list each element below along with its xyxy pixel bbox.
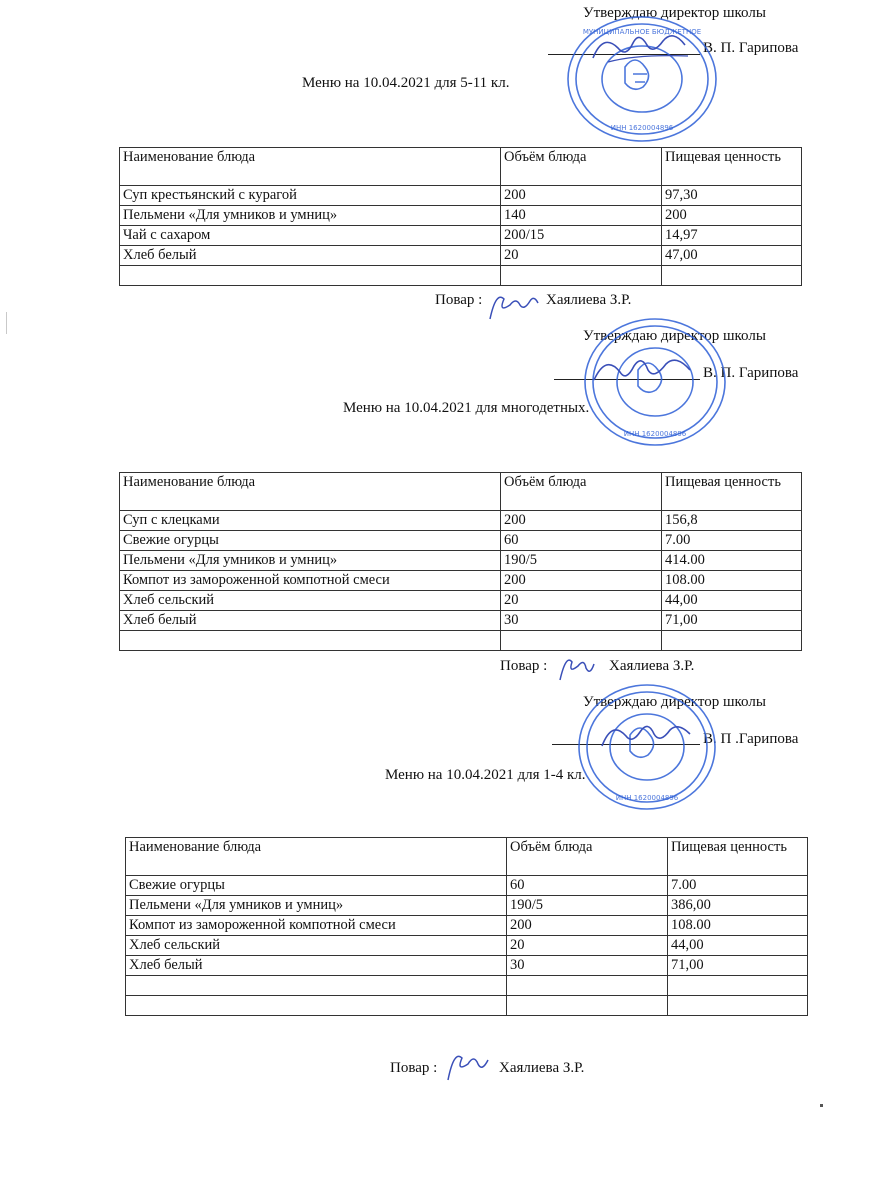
menu-title-3: Меню на 10.04.2021 для 1-4 кл. xyxy=(385,767,586,783)
table-row xyxy=(120,591,802,611)
approval-line-2: Утверждаю директор школы xyxy=(583,328,766,344)
dish-nutrition: 97,30 xyxy=(662,186,802,206)
approval-line-1: Утверждаю директор школы xyxy=(583,5,766,21)
dish-name: Пельмени «Для умников и умниц» xyxy=(120,551,501,571)
scan-artifact xyxy=(820,1104,823,1107)
table-row xyxy=(120,511,802,531)
svg-text:ИНН 1620004896: ИНН 1620004896 xyxy=(610,124,674,132)
dish-portion xyxy=(507,976,668,996)
table-header-row xyxy=(120,148,802,186)
dish-name: Хлеб белый xyxy=(120,611,501,631)
dish-nutrition: 14,97 xyxy=(662,226,802,246)
dish-nutrition: 108.00 xyxy=(668,916,808,936)
menu-table-3 xyxy=(125,837,808,1016)
dish-nutrition: 7.00 xyxy=(662,531,802,551)
dish-portion: 200/15 xyxy=(501,226,662,246)
approval-line-3: Утверждаю директор школы xyxy=(583,694,766,710)
dish-nutrition: 108.00 xyxy=(662,571,802,591)
svg-text:ИНН 1620004896: ИНН 1620004896 xyxy=(623,430,687,438)
table-row-empty xyxy=(126,976,808,996)
header-nutrition: Пищевая ценность xyxy=(662,148,802,186)
dish-nutrition xyxy=(668,996,808,1016)
table-header-row xyxy=(126,838,808,876)
dish-name: Пельмени «Для умников и умниц» xyxy=(120,206,501,226)
dish-nutrition: 44,00 xyxy=(662,591,802,611)
dish-portion: 190/5 xyxy=(507,896,668,916)
header-nutrition: Пищевая ценность xyxy=(668,838,808,876)
dish-name: Хлеб сельский xyxy=(120,591,501,611)
dish-nutrition xyxy=(662,266,802,286)
dish-name: Компот из замороженной компотной смеси xyxy=(120,571,501,591)
dish-portion xyxy=(501,631,662,651)
table-row xyxy=(120,551,802,571)
dish-name: Хлеб белый xyxy=(126,956,507,976)
table-row-empty xyxy=(120,266,802,286)
table-row xyxy=(126,896,808,916)
dish-name: Свежие огурцы xyxy=(126,876,507,896)
menu-title-1: Меню на 10.04.2021 для 5-11 кл. xyxy=(302,75,510,91)
dish-portion: 200 xyxy=(501,186,662,206)
svg-text:МУНИЦИПАЛЬНОЕ БЮДЖЕТНОЕ: МУНИЦИПАЛЬНОЕ БЮДЖЕТНОЕ xyxy=(582,28,702,36)
director-name-1: В. П. Гарипова xyxy=(703,40,799,56)
dish-portion: 60 xyxy=(501,531,662,551)
dish-nutrition xyxy=(668,976,808,996)
dish-portion xyxy=(507,996,668,1016)
dish-name: Хлеб белый xyxy=(120,246,501,266)
cook-signature-3 xyxy=(444,1046,492,1088)
dish-portion: 20 xyxy=(507,936,668,956)
dish-nutrition: 156,8 xyxy=(662,511,802,531)
header-dish-name: Наименование блюда xyxy=(126,838,507,876)
dish-portion: 200 xyxy=(501,511,662,531)
header-portion: Объём блюда xyxy=(501,473,662,511)
cook-name-2: Хаялиева З.Р. xyxy=(609,658,695,674)
table-row-empty xyxy=(126,996,808,1016)
dish-name xyxy=(126,976,507,996)
dish-name: Компот из замороженной компотной смеси xyxy=(126,916,507,936)
dish-name xyxy=(120,631,501,651)
cook-label-3: Повар : xyxy=(390,1060,438,1076)
director-name-2: В. П. Гарипова xyxy=(703,365,799,381)
svg-text:ИНН 1620004896: ИНН 1620004896 xyxy=(615,794,679,802)
header-nutrition: Пищевая ценность xyxy=(662,473,802,511)
dish-portion: 140 xyxy=(501,206,662,226)
director-signature-2 xyxy=(588,352,698,392)
dish-portion: 60 xyxy=(507,876,668,896)
table-row xyxy=(126,956,808,976)
table-row xyxy=(120,226,802,246)
dish-portion: 200 xyxy=(501,571,662,591)
dish-name: Свежие огурцы xyxy=(120,531,501,551)
dish-nutrition: 200 xyxy=(662,206,802,226)
scan-artifact xyxy=(6,312,7,334)
dish-nutrition: 47,00 xyxy=(662,246,802,266)
cook-name-1: Хаялиева З.Р. xyxy=(546,292,632,308)
cook-label-2: Повар : xyxy=(500,658,548,674)
cook-label-1: Повар : xyxy=(435,292,483,308)
dish-nutrition: 71,00 xyxy=(662,611,802,631)
dish-name: Хлеб сельский xyxy=(126,936,507,956)
director-signature-3 xyxy=(596,716,696,756)
dish-nutrition: 414.00 xyxy=(662,551,802,571)
table-row xyxy=(120,246,802,266)
table-row xyxy=(120,531,802,551)
dish-portion: 190/5 xyxy=(501,551,662,571)
table-row xyxy=(120,571,802,591)
dish-nutrition: 71,00 xyxy=(668,956,808,976)
table-row xyxy=(120,186,802,206)
table-row xyxy=(120,206,802,226)
dish-portion xyxy=(501,266,662,286)
dish-nutrition xyxy=(662,631,802,651)
menu-table-2 xyxy=(119,472,802,651)
dish-name xyxy=(126,996,507,1016)
table-header-row xyxy=(120,473,802,511)
dish-nutrition: 7.00 xyxy=(668,876,808,896)
table-row xyxy=(126,876,808,896)
header-portion: Объём блюда xyxy=(507,838,668,876)
dish-name: Суп крестьянский с курагой xyxy=(120,186,501,206)
dish-name: Пельмени «Для умников и умниц» xyxy=(126,896,507,916)
table-row-empty xyxy=(120,631,802,651)
dish-name: Суп с клецками xyxy=(120,511,501,531)
menu-table-1 xyxy=(119,147,802,286)
dish-portion: 30 xyxy=(501,611,662,631)
dish-portion: 20 xyxy=(501,591,662,611)
dish-name: Чай с сахаром xyxy=(120,226,501,246)
table-row xyxy=(126,936,808,956)
dish-nutrition: 44,00 xyxy=(668,936,808,956)
cook-signature-1 xyxy=(486,287,542,325)
table-row xyxy=(120,611,802,631)
dish-nutrition: 386,00 xyxy=(668,896,808,916)
dish-name xyxy=(120,266,501,286)
dish-portion: 30 xyxy=(507,956,668,976)
dish-portion: 20 xyxy=(501,246,662,266)
director-signature-1 xyxy=(588,28,698,68)
header-portion: Объём блюда xyxy=(501,148,662,186)
dish-portion: 200 xyxy=(507,916,668,936)
table-row xyxy=(126,916,808,936)
director-name-3: В. П .Гарипова xyxy=(703,731,799,747)
header-dish-name: Наименование блюда xyxy=(120,148,501,186)
header-dish-name: Наименование блюда xyxy=(120,473,501,511)
cook-name-3: Хаялиева З.Р. xyxy=(499,1060,585,1076)
menu-title-2: Меню на 10.04.2021 для многодетных. xyxy=(343,400,590,416)
